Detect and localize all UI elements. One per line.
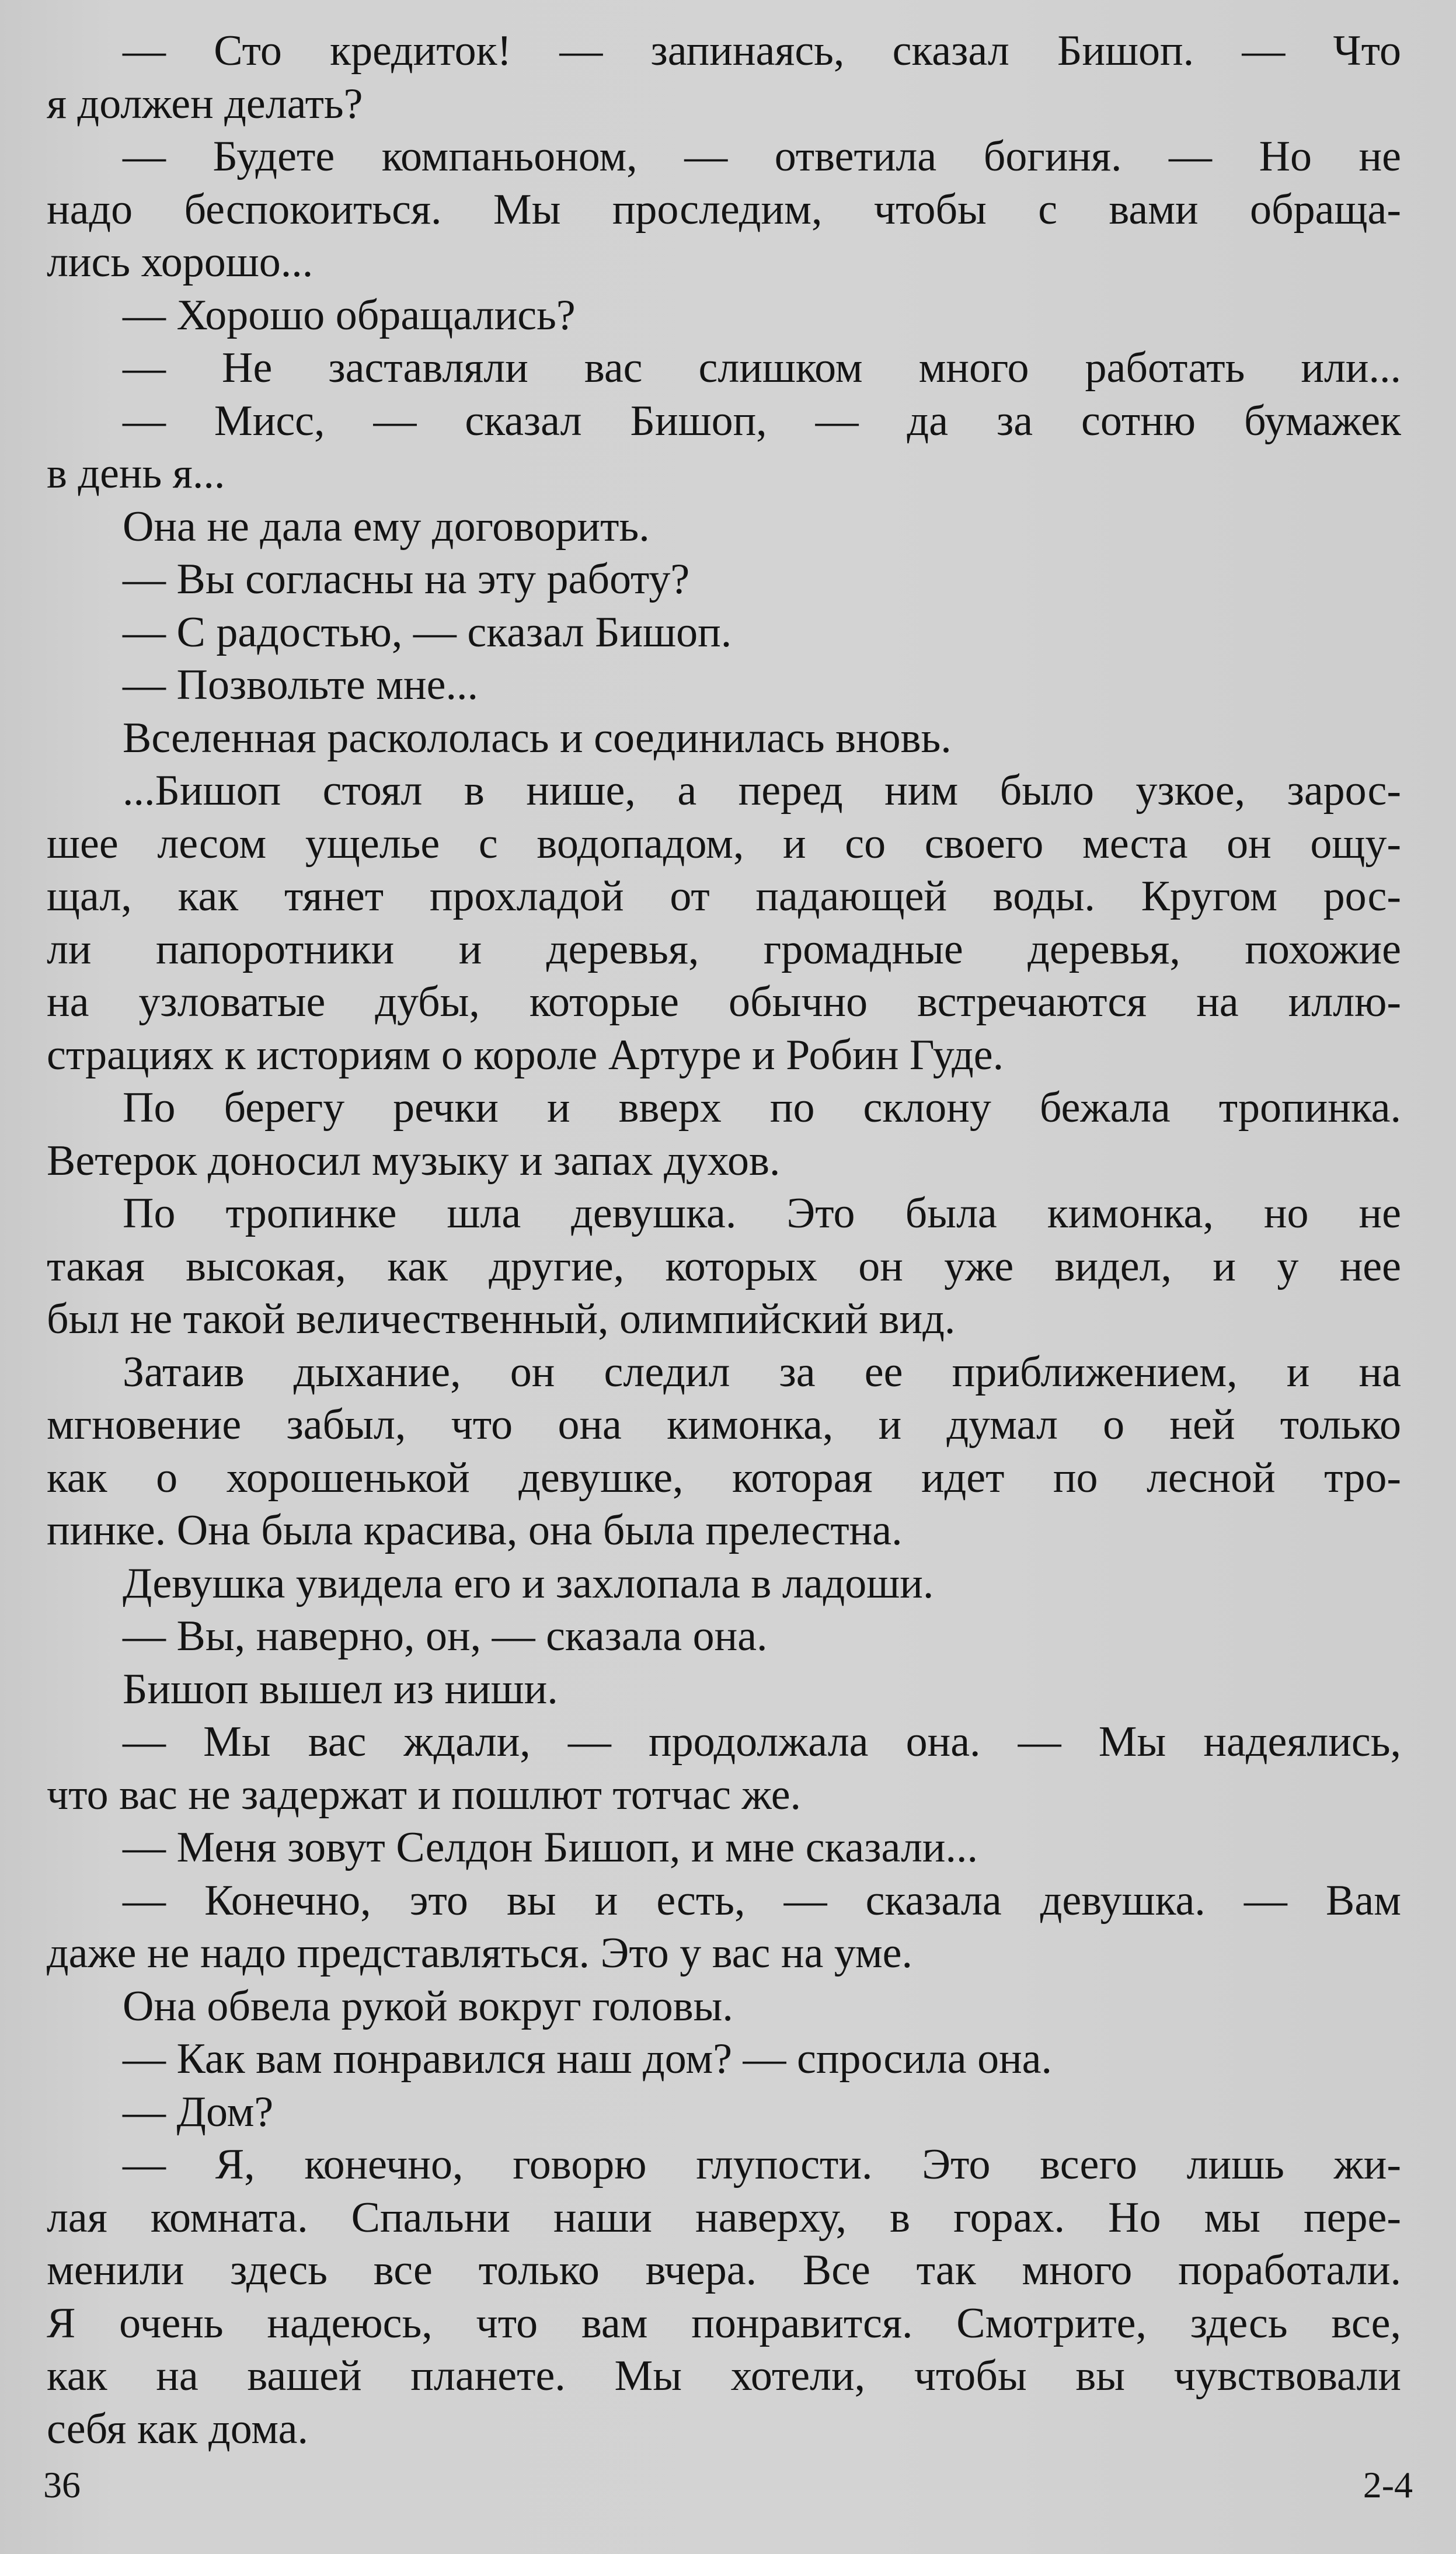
text-line: Затаив дыхание, он следил за ее приближением, и на: [123, 1348, 1401, 1396]
text-line: на узловатые дубы, которые обычно встречаются на иллю-: [47, 978, 1401, 1026]
body-text: [47, 25, 1401, 2455]
signature-mark: 2-4: [1363, 2464, 1413, 2506]
text-line: По берегу речки и вверх по склону бежала тропинка.: [123, 1084, 1401, 1132]
text-line: — Меня зовут Селдон Бишоп, и мне сказали...: [123, 1824, 978, 1871]
text-line: Вселенная раскололась и соединилась вновь.: [123, 714, 952, 762]
text-line: Я очень надеюсь, что вам понравится. Смотрите, здесь все,: [47, 2299, 1401, 2347]
text-line: Ветерок доносил музыку и запах духов.: [47, 1136, 781, 1185]
text-line: как на вашей планете. Мы хотели, чтобы вы чувствовали: [47, 2352, 1401, 2400]
text-line: Она обвела рукой вокруг головы.: [123, 1982, 733, 2030]
text-line: По тропинке шла девушка. Это была кимонка, но не: [123, 1189, 1401, 1237]
text-line: лись хорошо...: [47, 238, 314, 286]
text-line: — Вы, наверно, он, — сказала она.: [123, 1612, 768, 1660]
text-line: — Я, конечно, говорю глупости. Это всего лишь жи-: [123, 2141, 1401, 2188]
text-line: себя как дома.: [47, 2405, 308, 2453]
text-line: такая высокая, как другие, которых он уже видел, и у нее: [47, 1242, 1401, 1290]
text-line: — Как вам понравился наш дом? — спросила она.: [123, 2035, 1053, 2083]
page-number: 36: [43, 2464, 81, 2506]
text-line: — Хорошо обращались?: [123, 291, 576, 339]
text-line: я должен делать?: [47, 79, 363, 128]
text-line: ли папоротники и деревья, громадные деревья, похожие: [47, 925, 1401, 973]
text-line: — Не заставляли вас слишком много работать или...: [123, 344, 1401, 392]
text-line: ...Бишоп стоял в нише, а перед ним было узкое, зарос-: [123, 767, 1401, 815]
text-line: — Мы вас ждали, — продолжала она. — Мы надеялись,: [123, 1718, 1401, 1766]
text-line: шее лесом ущелье с водопадом, и со своего места он ощу-: [47, 819, 1401, 868]
text-line: щал, как тянет прохладой от падающей воды. Кругом рос-: [47, 872, 1401, 920]
text-line: — Сто кредиток! — запинаясь, сказал Бишоп. — Что: [123, 27, 1401, 75]
text-line: — Будете компаньоном, — ответила богиня. — Но не: [123, 133, 1401, 180]
text-line: был не такой величественный, олимпийский вид.: [47, 1295, 956, 1343]
text-line: надо беспокоиться. Мы проследим, чтобы с вами обраща-: [47, 185, 1401, 234]
text-line: — Мисс, — сказал Бишоп, — да за сотню бумажек: [123, 396, 1401, 445]
text-line: как о хорошенькой девушке, которая идет по лесной тро-: [47, 1453, 1401, 1502]
text-line: — С радостью, — сказал Бишоп.: [123, 608, 732, 656]
text-line: что вас не задержат и пошлют тотчас же.: [47, 1770, 802, 1819]
text-line: мгновение забыл, что она кимонка, и думал о ней только: [47, 1401, 1401, 1449]
text-line: — Дом?: [123, 2087, 274, 2136]
text-line: в день я...: [47, 450, 225, 497]
text-line: — Вы согласны на эту работу?: [123, 555, 690, 603]
text-line: менили здесь все только вчера. Все так много поработали.: [47, 2246, 1401, 2294]
text-line: Девушка увидела его и захлопала в ладоши.: [123, 1559, 934, 1607]
text-line: Бишоп вышел из ниши.: [123, 1665, 558, 1713]
text-line: страциях к историям о короле Артуре и Робин Гуде.: [47, 1031, 1004, 1079]
text-line: пинке. Она была красива, она была прелестна.: [47, 1506, 903, 1554]
text-line: — Позвольте мне...: [123, 661, 478, 709]
text-line: лая комната. Спальни наши наверху, в горах. Но мы пере-: [47, 2193, 1401, 2242]
text-line: Она не дала ему договорить.: [123, 502, 650, 551]
text-line: — Конечно, это вы и есть, — сказала девушка. — Вам: [123, 1876, 1401, 1925]
text-line: даже не надо представляться. Это у вас на уме.: [47, 1929, 912, 1977]
